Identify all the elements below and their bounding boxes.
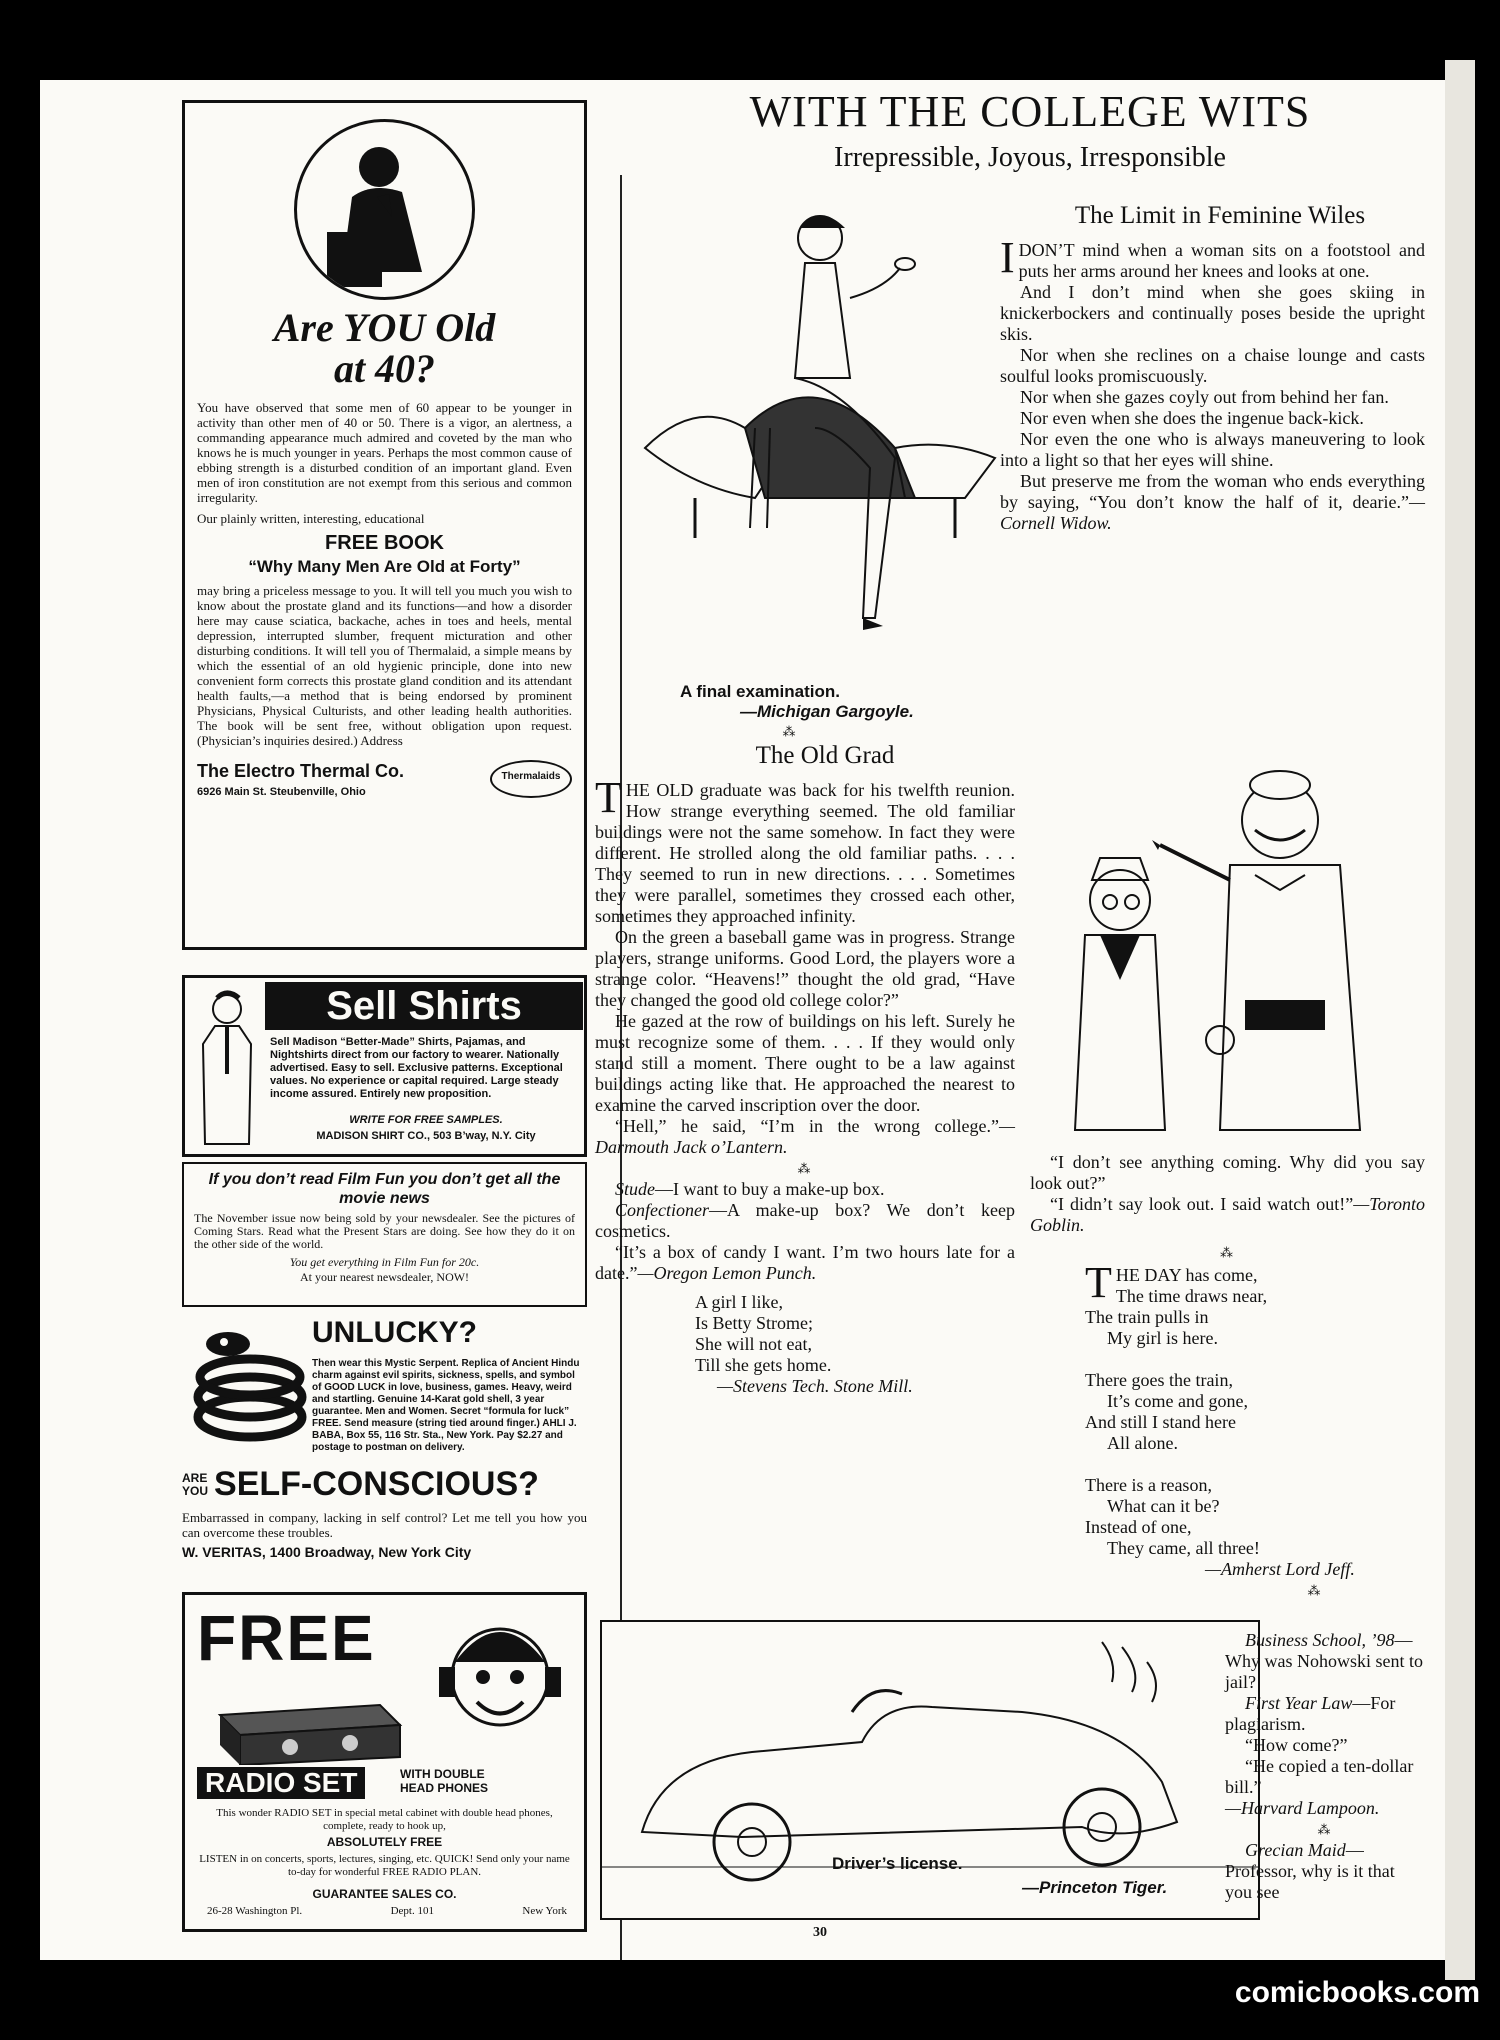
prefix-you: YOU [182,1483,209,1498]
page-subtitle: Irrepressible, Joyous, Irresponsible [834,142,1226,173]
magazine-page [40,80,1445,1960]
thermalaids-logo-icon: Thermalaids [490,760,572,798]
wiles-p1: DON’T mind when a woman sits on a footstool and puts her arms around her knees and looks at one. [1018,240,1425,281]
radio-subhead: RADIO SET [197,1767,365,1799]
final-exam-caption: A final examination. [680,682,840,701]
dropcap: T [595,773,622,822]
license-credit: —Princeton Tiger. [1022,1878,1168,1897]
ad-body-2: may bring a priceless message to you. It will tell you much you wish to know about the prostate gland and its functions—and how a disorder here may cause sciatica, backache, aches in toes and heels, mental depression, interrupted slumber, frequent micturation and other disturbing conditions. It will tell you of Thermalaid, a simple means by which the essential of an old hygienic principle, done into new convenient form corrects this prostate gland condition and its attendant health faults,—a method that is being endorsed by prominent Physicians, Physical Culturists, and other leading health authorities. The book will be sent free, without obligation upon request. (Physician’s inquiries desired.) Address [197,583,572,748]
business-credit: —Harvard Lampoon. [1225,1798,1380,1818]
boy-headphones-illustration [425,1607,575,1757]
shirts-cta: WRITE FOR FREE SAMPLES. [349,1114,503,1126]
stars-separator: ⁂ [1220,1245,1235,1260]
makeup-p3: “It’s a box of candy I want. I’m two hours late for a date.” [595,1242,1015,1283]
speaker-grecian-maid: Grecian Maid [1245,1840,1346,1860]
lookout-line-1: “I don’t see anything coming. Why did you say look out?” [1030,1152,1425,1193]
page-number: 30 [813,1925,827,1940]
free-book-label: FREE BOOK [325,532,444,554]
radio-cabinet-illustration [210,1685,410,1765]
license-caption: Driver’s license. [832,1854,963,1873]
final-exam-illustration [635,198,1025,678]
poem-line: My girl is here. [1107,1328,1218,1348]
radio-body-1: This wonder RADIO SET in special metal cabinet with double head phones, complete, ready to hook up, [216,1807,553,1832]
watermark: comicbooks.com [1234,1976,1480,2009]
ad-self-conscious [182,1465,587,1590]
ad-free-radio [182,1592,587,1932]
poem-line: Till she gets home. [695,1355,832,1375]
poem-line: The train pulls in [1085,1307,1209,1327]
poem-line: HE DAY has come, [1115,1265,1258,1285]
poem-credit: —Amherst Lord Jeff. [1205,1559,1355,1579]
unlucky-body: Then wear this Mystic Serpent. Replica of Ancient Hindu charm against evil spirits, sickness, spells, and symbol of GOOD LUCK in love, business, games. Heavy, weird and startling. Genuine 14-Karat gold shell, 3 year guarantee. Men and Women. Secret “formula for luck” FREE. Send measure (string tied around finger.) AHLI J. BABA, Box 55, 116 Str. Sta., New York. Pay $2.27 and postage to postman on delivery. [312,1358,580,1453]
radio-headline: FREE [197,1602,376,1674]
selfconscious-body: Embarrassed in company, lacking in self control? Let me tell you how you can overcome these troubles. [182,1510,587,1540]
wiles-p5: Nor even when she does the ingenue back-kick. [1020,408,1364,428]
shirts-address: MADISON SHIRT CO., 503 B’way, N.Y. City [316,1130,536,1142]
poem-line: All alone. [1107,1433,1178,1453]
poem-credit: —Stevens Tech. Stone Mill. [717,1376,913,1396]
poem-line: She will not eat, [695,1334,812,1354]
wiles-p3: Nor when she reclines on a chaise lounge and casts soulful looks promiscuously. [1000,345,1425,386]
dropcap: I [1000,233,1015,282]
speaker-stude: Stude [615,1179,655,1199]
ad-body: You have observed that some men of 60 appear to be younger in activity than other men of 40 or 50. There is a vigor, an alertness, a commanding appearance much admired and coveted by the man who knows he is much younger in years. Perhaps the most common cause of ebbing strength is a disturbed condition of an important gland. Even men of iron constitution are not exempt from this serious and common irregularity. [197,400,572,505]
old-grad-credit: —Darmouth Jack o’Lantern. [595,1116,1015,1157]
radio-absolutely-free: ABSOLUTELY FREE [326,1835,443,1849]
business-line-1: —Why was Nohowski sent to jail? [1225,1630,1423,1692]
shirts-body: Sell Madison “Better-Made” Shirts, Pajamas, and Nightshirts direct from our factory to wearer. Nationally advertised. Easy to sell. Exclusive patterns. Exceptional values. No experience or capital required. Large steady income assured. Entirely new proposition. [270,1036,563,1100]
page-edge [1445,60,1475,1980]
poem-line: Instead of one, [1085,1517,1192,1537]
wiles-p7: But preserve me from the woman who ends everything by saying, “You don’t know the half of it, dearie.” [1000,471,1425,512]
company-address: 6926 Main St. Steubenville, Ohio [197,785,366,798]
shirts-headline: Sell Shirts [265,982,583,1030]
stars-separator: ⁂ [782,724,798,739]
old-grad-article [595,773,1015,1397]
filmfun-cta: At your nearest newsdealer, NOW! [299,1270,470,1284]
wiles-article [1000,233,1425,534]
radio-company: GUARANTEE SALES CO. [312,1887,457,1901]
makeup-credit: —Oregon Lemon Punch. [637,1263,817,1283]
stars-separator: ⁂ [1307,1583,1323,1598]
radio-dept: Dept. 101 [390,1905,434,1917]
unlucky-headline: UNLUCKY? [312,1316,477,1349]
ad-headline: Are YOU Old [273,305,496,350]
poem-line: There is a reason, [1085,1475,1212,1495]
old-grad-title: The Old Grad [755,742,895,769]
selfconscious-address: W. VERITAS, 1400 Broadway, New York City [182,1544,472,1560]
business-line-3: “How come?” [1245,1735,1348,1755]
final-exam-credit: —Michigan Gargoyle. [740,702,914,721]
radio-body-2: LISTEN in on concerts, sports, lectures, singing, etc. QUICK! Send only your name to-day for wonderful FREE RADIO PLAN. [199,1853,570,1878]
poem-line: There goes the train, [1085,1370,1233,1390]
old-grad-p2: On the green a baseball game was in progress. Strange players, strange uniforms. Good Lord, the players wore a strange color. “Heavens!” thought the old grad, “Have they changed the good old college color?” [595,927,1015,1010]
thinking-man-illustration [294,119,475,300]
makeup-p2: —A make-up box? We don’t keep cosmetics. [595,1200,1015,1241]
old-grad-p4: “Hell,” he said, “I’m in the wrong college.” [615,1116,999,1136]
drivers-license-cartoon [600,1620,1260,1920]
lookout-line-2: “I didn’t say look out. I said watch out!” [1050,1194,1354,1214]
selfconscious-headline: SELF-CONSCIOUS? [214,1465,539,1503]
page-title: WITH THE COLLEGE WITS [749,87,1311,136]
lookout-credit: —Toronto Goblin. [1030,1194,1425,1235]
makeup-p1: —I want to buy a make-up box. [655,1179,885,1199]
speaker-first-year-law: First Year Law [1245,1693,1353,1713]
poem-line: The time draws near, [1115,1286,1268,1306]
wiles-p6: Nor even the one who is always maneuvering to look into a light so that her eyes will shine. [1000,429,1425,470]
company-name: The Electro Thermal Co. [197,760,405,781]
ad-thermal [182,100,587,950]
ad-unlucky [182,1312,587,1460]
wiles-p2: And I don’t mind when she goes skiing in knickerbockers and continually poses beside the upright skis. [1000,282,1425,344]
poem-line: Is Betty Strome; [695,1313,813,1333]
filmfun-price: You get everything in Film Fun for 20c. [289,1255,480,1269]
business-joke [1225,1630,1425,1903]
ad-sell-shirts [182,975,587,1157]
poem-line: They came, all three! [1107,1538,1260,1558]
ad-headline-2: at 40? [333,346,436,391]
prefix-are: ARE [182,1470,208,1485]
poem-line: It’s come and gone, [1107,1391,1248,1411]
stars-separator: ⁂ [797,1161,813,1176]
grecian-line: —Professor, why is it that you see [1225,1840,1395,1902]
day-poem [1085,1258,1425,1601]
poem-line: A girl I like, [695,1292,783,1312]
wiles-p4: Nor when she gazes coyly out from behind her fan. [1020,387,1389,407]
serpent-ring-illustration [190,1322,310,1452]
radio-city: New York [522,1905,567,1917]
ad-intro: Our plainly written, interesting, educational [197,511,425,526]
poem-line: And still I stand here [1085,1412,1236,1432]
business-line-2: —For plagiarism. [1225,1693,1396,1734]
poem-line: What can it be? [1107,1496,1220,1516]
speaker-confectioner: Confectioner [615,1200,709,1220]
radio-badge: WITH DOUBLE HEAD PHONES [400,1767,489,1795]
old-grad-p1: HE OLD graduate was back for his twelfth reunion. How strange everything seemed. The old familiar buildings were not the same somehow. In fact they were different. He strolled along the old familiar paths. . . . They seemed to run in new directions. . . . Sometimes they were parallel, sometimes they crossed each other, sometimes they approached infinity. [595,780,1015,926]
stars-separator: ⁂ [1317,1822,1333,1837]
filmfun-body: The November issue now being sold by your newsdealer. See the pictures of Coming Stars. Read what the Present Stars are doing. See how they do it on the other side of the world. [194,1211,575,1251]
radio-address: 26-28 Washington Pl. [207,1905,303,1917]
lookout-dialogue [1030,1152,1425,1263]
old-grad-p3: He gazed at the row of buildings on his left. Surely he must recognize some of them. . . . If they would only stand still a moment. There ought to be a law against buildings acting like that. He approached the nearest to examine the carved inscription over the door. [595,1011,1015,1115]
dropcap: T [1085,1258,1112,1307]
wiles-title: The Limit in Feminine Wiles [1074,202,1366,229]
business-line-4: “He copied a ten-dollar bill.” [1225,1756,1414,1797]
wiles-credit: —Cornell Widow. [1000,492,1425,533]
filmfun-headline: If you don’t read Film Fun you don’t get all the movie news [208,1171,561,1207]
speaker-business-school: Business School, ’98 [1245,1630,1395,1650]
shirt-man-illustration [191,984,263,1149]
ad-film-fun [182,1162,587,1307]
lookout-cartoon-illustration [1040,750,1420,1140]
book-title: “Why Many Men Are Old at Forty” [248,557,521,576]
